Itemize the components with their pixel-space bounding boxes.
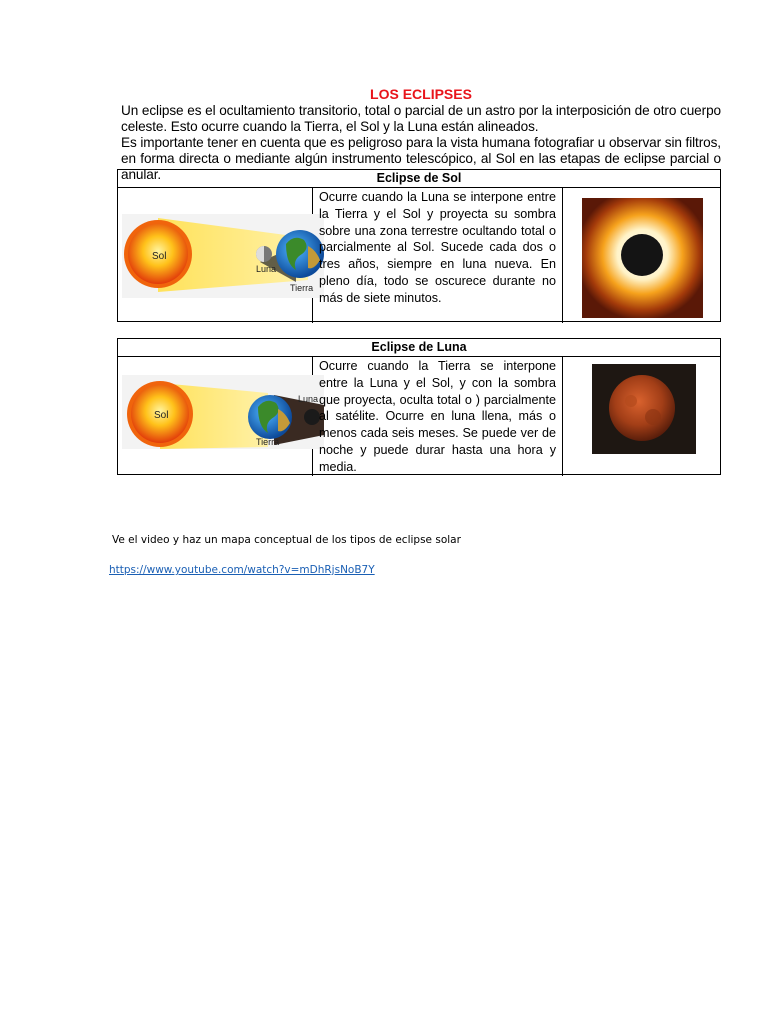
sun-label: Sol [152,251,167,262]
moon-label: Luna [256,264,277,274]
solar-eclipse-row [118,188,720,323]
solar-diagram-cell [118,188,313,323]
solar-eclipse-heading: Eclipse de Sol [118,170,720,188]
solar-eclipse-diagram [118,188,324,323]
moon-crater [625,395,637,407]
video-link[interactable]: https://www.youtube.com/watch?v=mDhRjsNoB7Y [109,564,375,576]
solar-eclipse-table [117,169,721,322]
solar-eclipse-description: Ocurre cuando la Luna se interpone entre la Tierra y el Sol y proyecta su sombra sobre una zona terrestre ocultando total o parcialmente al Sol. Sucede cada dos o tres años, siempre en luna nueva. En pleno día, todo se oscurece durante no más de siete minutos. [314,188,563,323]
solar-photo-cell [563,188,720,323]
earth-label: Tierra [256,437,280,447]
eclipsed-sun-disk [621,234,663,276]
intro-paragraph-1: Un eclipse es el ocultamiento transitorio, total o parcial de un astro por la interposición de otro cuerpo celeste. Esto ocurre cuando la Tierra, el Sol y la Luna están alineados. [121,103,721,134]
lunar-eclipse-photo [563,357,721,476]
task-instruction: Ve el video y haz un mapa conceptual de los tipos de eclipse solar [112,534,461,546]
earth-label: Tierra [290,283,314,293]
solar-eclipse-photo [563,188,721,323]
lunar-diagram-cell [118,357,319,476]
moon-label: Luna [298,394,319,404]
eclipsed-moon [609,375,675,441]
lunar-eclipse-table [117,338,721,475]
sun-label: Sol [154,410,169,421]
lunar-photo-cell [563,357,720,476]
moon-crater [645,409,661,425]
document-title: LOS ECLIPSES [370,86,472,102]
lunar-eclipse-description: Ocurre cuando la Tierra se interpone entre la Luna y el Sol, y con la sombra que proyecta, oculta total o ) parcialmente al satélite. Ocurre en luna llena, más o menos cada seis meses. Se puede ver de noche y puede durar hasta una hora y media. [314,357,563,476]
intro-paragraph-2: Es importante tener en cuenta que es peligroso para la vista humana fotografiar u observar sin filtros, en forma directa o mediante algún instrumento telescópico, al Sol en las etapas de eclipse parcial o anular. [121,135,721,182]
lunar-eclipse-heading: Eclipse de Luna [118,339,720,357]
lunar-eclipse-diagram [118,357,324,476]
lunar-eclipse-row [118,357,720,476]
